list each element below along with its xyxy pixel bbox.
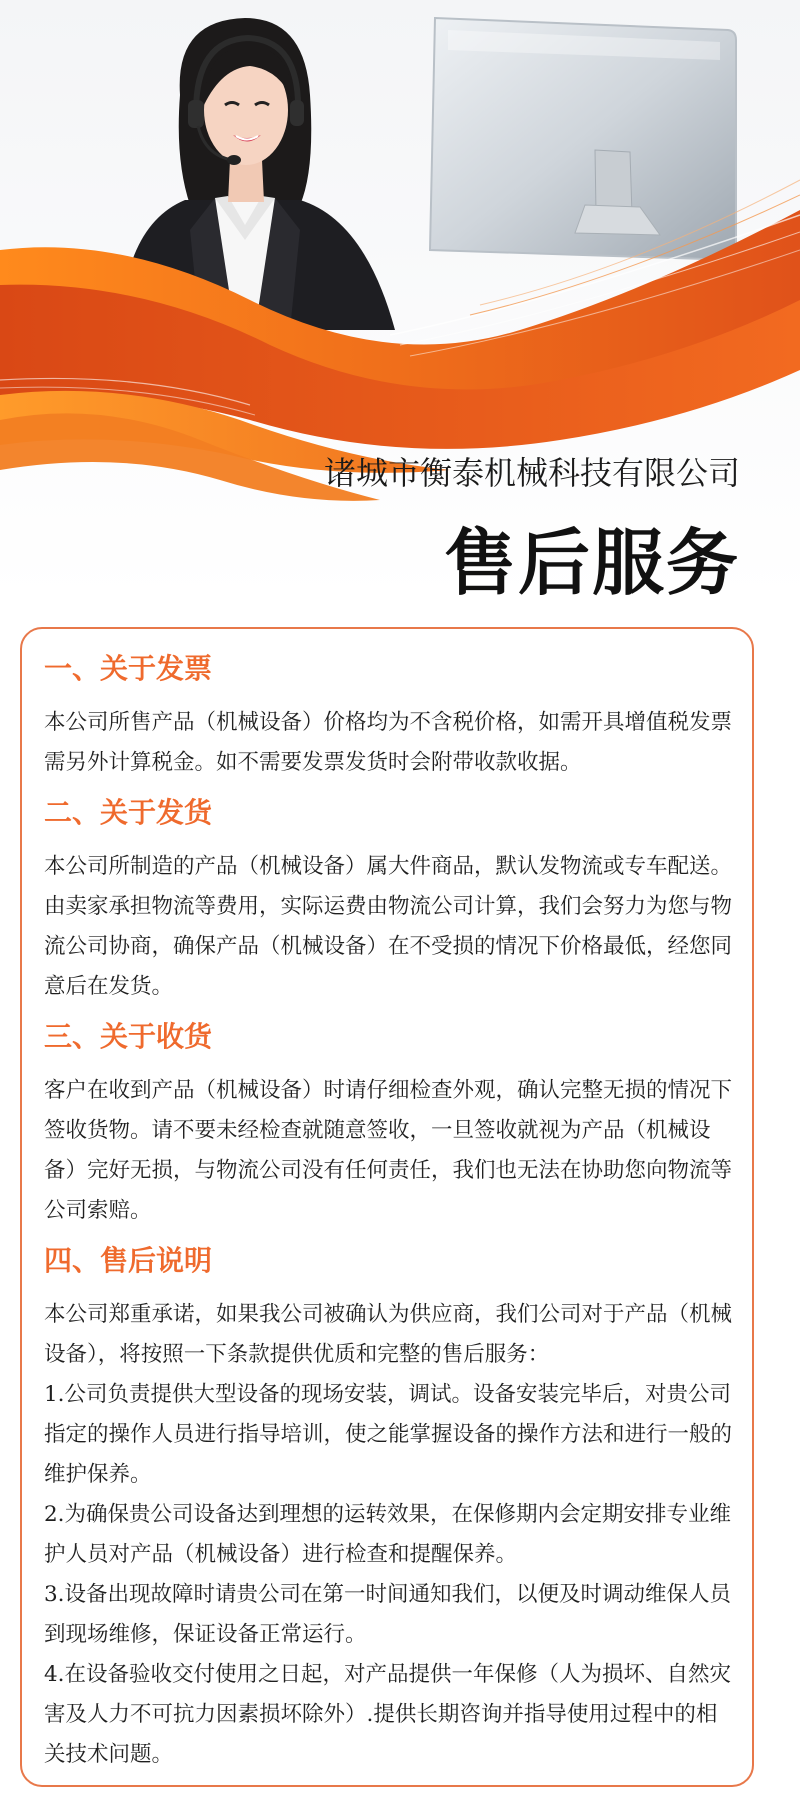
section-body [44,847,736,1007]
paragraph: 客户在收到产品（机械设备）时请仔细检查外观，确认完整无损的情况下签收货物。请不要未经检查就随意签收，一旦签收就视为产品（机械设备）完好无损，与物流公司没有任何责任，我们也无法在协助您向物流等公司索赔。 [44,1078,733,1223]
after-sales-card [20,627,754,1787]
card-content [44,649,736,1785]
section-heading: 四、售后说明 [44,1244,213,1277]
paragraph: 本公司所售产品（机械设备）价格均为不含税价格，如需开具增值税发票需另外计算税金。如不需要发票发货时会附带收款收据。 [44,710,733,775]
service-item-2: 2.为确保贵公司设备达到理想的运转效果，在保修期内会定期安排专业维护人员对产品（机械设备）进行检查和提醒保养。 [44,1502,732,1567]
section-heading: 三、关于收货 [44,1020,213,1053]
section-invoice [44,649,736,783]
section-receiving [44,1017,736,1231]
section-after-sales [44,1241,736,1775]
company-name: 诸城市衡泰机械科技有限公司 [323,454,740,492]
service-item-3: 3.设备出现故障时请贵公司在第一时间通知我们，以便及时调动维保人员到现场维修，保证设备正常运行。 [44,1582,732,1647]
section-body [44,1071,736,1231]
section-heading: 二、关于发货 [44,796,213,829]
section-shipping [44,793,736,1007]
section-body [44,703,736,783]
section-body [44,1295,736,1775]
paragraph: 本公司所制造的产品（机械设备）属大件商品，默认发物流或专车配送。由卖家承担物流等费用，实际运费由物流公司计算，我们会努力为您与物流公司协商，确保产品（机械设备）在不受损的情况下价格最低，经您同意后在发货。 [44,854,733,999]
paragraph: 本公司郑重承诺，如果我公司被确认为供应商，我们公司对于产品（机械设备），将按照一下条款提供优质和完整的售后服务： [44,1302,733,1367]
service-item-1: 1.公司负责提供大型设备的现场安装，调试。设备安装完毕后，对贵公司指定的操作人员进行指导培训，使之能掌握设备的操作方法和进行一般的维护保养。 [44,1382,733,1487]
section-heading: 一、关于发票 [44,652,213,685]
page-title: 售后服务 [443,521,740,600]
service-item-4: 4.在设备验收交付使用之日起，对产品提供一年保修（人为损坏、自然灾害及人力不可抗力因素损坏除外）.提供长期咨询并指导使用过程中的相关技术问题。 [44,1662,732,1767]
hero-banner [0,0,800,600]
monitor-icon [430,18,736,260]
